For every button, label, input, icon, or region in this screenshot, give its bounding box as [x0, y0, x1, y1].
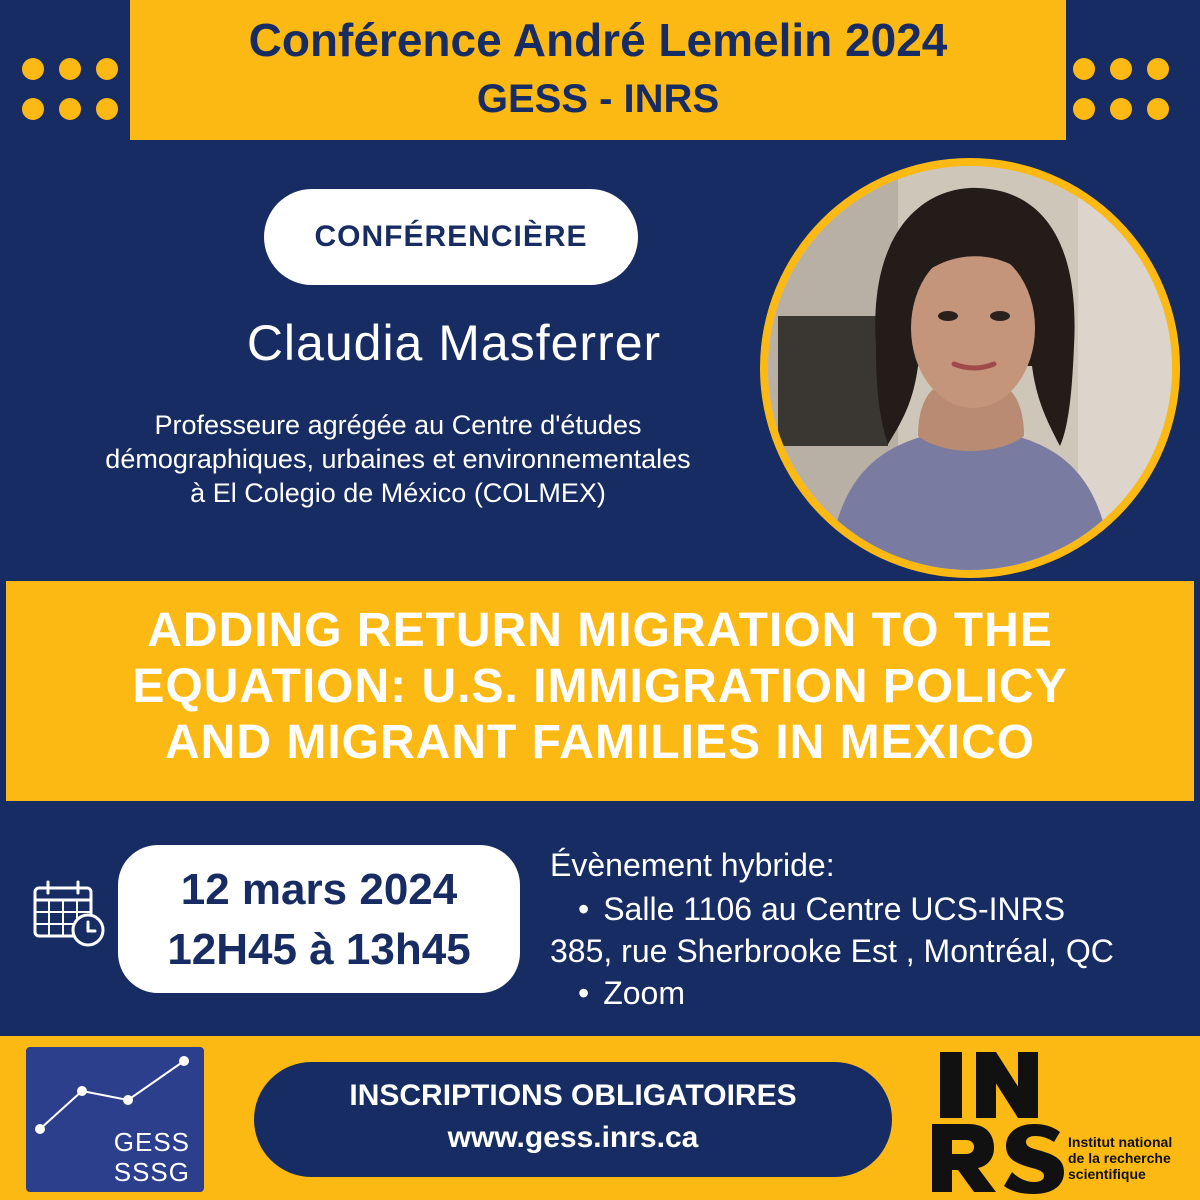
talk-title-line: ADDING RETURN MIGRATION TO THE [147, 604, 1053, 657]
registration-label: INSCRIPTIONS OBLIGATOIRES [349, 1079, 797, 1112]
venue-address: 385, rue Sherbrooke Est , Montréal, QC [550, 933, 1114, 969]
header-banner [130, 0, 1066, 140]
bullet-icon: • [578, 891, 590, 927]
affiliation-line: démographiques, urbaines et environnementales [105, 444, 691, 474]
speaker-photo [768, 166, 1172, 570]
speaker-badge: CONFÉRENCIÈRE [264, 189, 638, 285]
calendar-clock-icon [32, 880, 108, 950]
inrs-caption-line: scientifique [1068, 1166, 1146, 1182]
decorative-dots-left [22, 58, 132, 128]
speaker-name: Claudia Masferrer [246, 315, 662, 371]
speaker-affiliation [10, 408, 786, 510]
gess-logo-text: GESS [113, 1127, 190, 1157]
event-time: 12H45 à 13h45 [167, 925, 471, 974]
gess-logo [26, 1047, 204, 1192]
inrs-caption [1068, 1134, 1172, 1182]
affiliation-line: à El Colegio de México (COLMEX) [190, 478, 606, 508]
event-date-time [118, 845, 520, 993]
affiliation-line: Professeure agrégée au Centre d'études [154, 410, 642, 440]
talk-title-line: EQUATION: U.S. IMMIGRATION POLICY [132, 660, 1068, 713]
venue-text: Salle 1106 au Centre UCS-INRS [603, 891, 1066, 927]
talk-title-line: AND MIGRANT FAMILIES IN MEXICO [165, 716, 1035, 769]
event-format-heading: Évènement hybride: [550, 847, 835, 883]
registration-url[interactable]: www.gess.inrs.ca [447, 1121, 699, 1154]
decorative-dots-right [1073, 58, 1183, 128]
venue-item [578, 889, 1065, 929]
registration-banner[interactable] [254, 1062, 892, 1177]
bullet-icon: • [578, 975, 590, 1011]
conference-title: Conférence André Lemelin 2024 [248, 14, 948, 66]
online-item [578, 973, 685, 1013]
online-text: Zoom [603, 975, 685, 1011]
inrs-logo [928, 1050, 1193, 1195]
event-date: 12 mars 2024 [180, 865, 458, 914]
inrs-caption-line: de la recherche [1068, 1150, 1171, 1166]
conference-organizer: GESS - INRS [476, 77, 720, 121]
speaker-photo-frame [760, 158, 1180, 578]
talk-title-banner [6, 581, 1194, 801]
inrs-caption-line: Institut national [1068, 1134, 1173, 1150]
sssg-logo-text: SSSG [113, 1157, 190, 1187]
